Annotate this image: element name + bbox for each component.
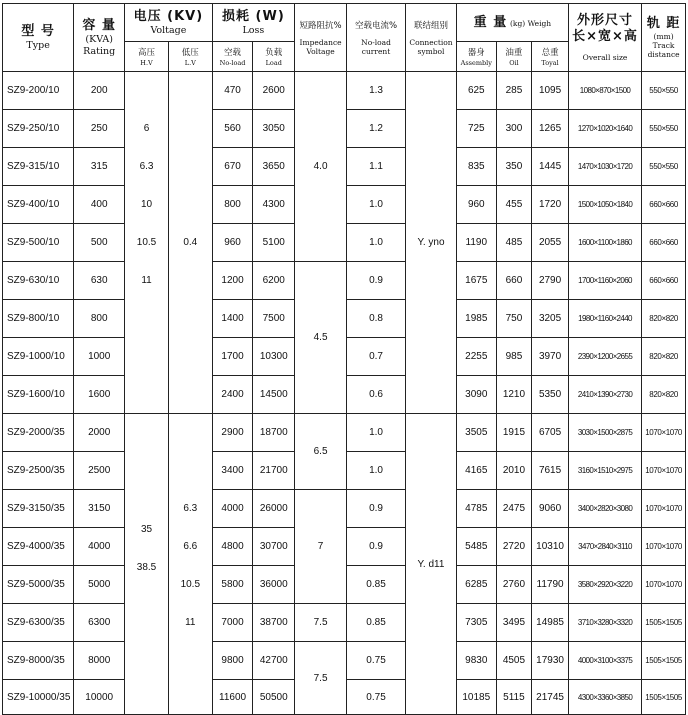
connection-cell: Y. d11 — [406, 414, 457, 715]
track-cell: 1505×1505 — [642, 680, 686, 715]
type-cell: SZ9-200/10 — [3, 72, 74, 110]
assembly-weight-cell: 625 — [456, 72, 496, 110]
type-cell: SZ9-4000/35 — [3, 528, 74, 566]
track-cell: 550×550 — [642, 72, 686, 110]
lv-voltage-cell-value: 10.5 — [180, 579, 201, 590]
oil-weight-cell: 285 — [496, 72, 532, 110]
noload-loss-cell: 960 — [212, 224, 253, 262]
table-row — [3, 490, 686, 528]
total-weight-cell: 17930 — [532, 642, 569, 680]
noload-current-cell: 0.8 — [347, 300, 406, 338]
noload-current-cell: 0.75 — [347, 680, 406, 715]
impedance-cell: 7 — [295, 490, 347, 604]
noload-current-cell: 1.3 — [347, 72, 406, 110]
noload-loss-cell: 2400 — [212, 376, 253, 414]
type-cell: SZ9-630/10 — [3, 262, 74, 300]
load-loss-cell: 26000 — [253, 490, 295, 528]
noload-loss-cell: 1400 — [212, 300, 253, 338]
header-track: 轨 距 (mm) Track distance — [642, 4, 686, 72]
oil-weight-cell: 485 — [496, 224, 532, 262]
load-loss-cell: 21700 — [253, 452, 295, 490]
load-loss-cell: 30700 — [253, 528, 295, 566]
track-cell: 1070×1070 — [642, 452, 686, 490]
rating-cell: 8000 — [74, 642, 125, 680]
load-loss-cell: 42700 — [253, 642, 295, 680]
load-loss-cell: 50500 — [253, 680, 295, 715]
noload-current-cell: 1.2 — [347, 110, 406, 148]
track-cell: 820×820 — [642, 376, 686, 414]
oil-weight-cell: 660 — [496, 262, 532, 300]
type-cell: SZ9-2500/35 — [3, 452, 74, 490]
load-loss-cell: 18700 — [253, 414, 295, 452]
hv-voltage-cell-value: 11 — [141, 275, 152, 286]
noload-loss-cell: 470 — [212, 72, 253, 110]
track-cell: 820×820 — [642, 338, 686, 376]
impedance-cell: 4.0 — [295, 72, 347, 262]
type-cell: SZ9-1000/10 — [3, 338, 74, 376]
oil-weight-cell: 1210 — [496, 376, 532, 414]
dimensions-cell: 3470×2840×3110 — [568, 528, 641, 566]
assembly-weight-cell: 1675 — [456, 262, 496, 300]
noload-loss-cell: 3400 — [212, 452, 253, 490]
dimensions-cell: 1080×870×1500 — [568, 72, 641, 110]
dimensions-cell: 4300×3360×3850 — [568, 680, 641, 715]
table-row — [3, 262, 686, 300]
dimensions-cell: 3580×2920×3220 — [568, 566, 641, 604]
header-load-loss: 负载 Load — [253, 42, 295, 72]
track-cell: 1070×1070 — [642, 528, 686, 566]
load-loss-cell: 7500 — [253, 300, 295, 338]
assembly-weight-cell: 1985 — [456, 300, 496, 338]
lv-voltage-cell — [168, 414, 212, 715]
total-weight-cell: 7615 — [532, 452, 569, 490]
header-rating: 容 量 (KVA) Rating — [74, 4, 125, 72]
type-cell: SZ9-250/10 — [3, 110, 74, 148]
noload-loss-cell: 7000 — [212, 604, 253, 642]
oil-weight-cell: 3495 — [496, 604, 532, 642]
dimensions-cell: 3710×3280×3320 — [568, 604, 641, 642]
rating-cell: 1000 — [74, 338, 125, 376]
track-cell: 550×550 — [642, 148, 686, 186]
noload-current-cell: 0.9 — [347, 528, 406, 566]
hv-voltage-cell-value: 38.5 — [136, 562, 157, 573]
header-noload-loss: 空载 No-load — [212, 42, 253, 72]
noload-loss-cell: 9800 — [212, 642, 253, 680]
total-weight-cell: 1720 — [532, 186, 569, 224]
oil-weight-cell: 300 — [496, 110, 532, 148]
track-cell: 660×660 — [642, 224, 686, 262]
dimensions-cell: 2390×1200×2655 — [568, 338, 641, 376]
impedance-cell: 6.5 — [295, 414, 347, 490]
connection-cell: Y. yno — [406, 72, 457, 414]
type-cell: SZ9-400/10 — [3, 186, 74, 224]
dimensions-cell: 3400×2820×3080 — [568, 490, 641, 528]
type-cell: SZ9-2000/35 — [3, 414, 74, 452]
assembly-weight-cell: 10185 — [456, 680, 496, 715]
rating-cell: 800 — [74, 300, 125, 338]
oil-weight-cell: 2475 — [496, 490, 532, 528]
track-cell: 1070×1070 — [642, 490, 686, 528]
header-noload-current: 空载电流% No-load current — [347, 4, 406, 72]
assembly-weight-cell: 6285 — [456, 566, 496, 604]
load-loss-cell: 14500 — [253, 376, 295, 414]
impedance-cell: 7.5 — [295, 642, 347, 715]
load-loss-cell: 3650 — [253, 148, 295, 186]
header-dimensions: 外形尺寸 长×宽×高 Overall size — [568, 4, 641, 72]
assembly-weight-cell: 5485 — [456, 528, 496, 566]
header-row-top — [3, 4, 686, 42]
noload-loss-cell: 4000 — [212, 490, 253, 528]
rating-cell: 5000 — [74, 566, 125, 604]
oil-weight-cell: 455 — [496, 186, 532, 224]
noload-current-cell: 0.9 — [347, 262, 406, 300]
header-weight: 重 量 (kg) Weigh — [456, 4, 568, 42]
hv-voltage-cell — [125, 72, 169, 414]
load-loss-cell: 10300 — [253, 338, 295, 376]
oil-weight-cell: 2760 — [496, 566, 532, 604]
rating-cell: 630 — [74, 262, 125, 300]
lv-voltage-cell-value: 6.6 — [183, 541, 198, 552]
assembly-weight-cell: 4785 — [456, 490, 496, 528]
rating-cell: 400 — [74, 186, 125, 224]
dimensions-cell: 3160×1510×2975 — [568, 452, 641, 490]
type-cell: SZ9-5000/35 — [3, 566, 74, 604]
noload-current-cell: 0.6 — [347, 376, 406, 414]
assembly-weight-cell: 835 — [456, 148, 496, 186]
assembly-weight-cell: 3505 — [456, 414, 496, 452]
total-weight-cell: 6705 — [532, 414, 569, 452]
hv-voltage-cell-value: 35 — [140, 524, 153, 535]
load-loss-cell: 4300 — [253, 186, 295, 224]
total-weight-cell: 1445 — [532, 148, 569, 186]
track-cell: 1505×1505 — [642, 604, 686, 642]
load-loss-cell: 6200 — [253, 262, 295, 300]
header-total: 总重 Toyal — [532, 42, 569, 72]
total-weight-cell: 21745 — [532, 680, 569, 715]
lv-voltage-cell-value: 11 — [185, 617, 196, 628]
total-weight-cell: 3205 — [532, 300, 569, 338]
rating-cell: 500 — [74, 224, 125, 262]
noload-loss-cell: 1200 — [212, 262, 253, 300]
type-cell: SZ9-8000/35 — [3, 642, 74, 680]
oil-weight-cell: 1915 — [496, 414, 532, 452]
assembly-weight-cell: 2255 — [456, 338, 496, 376]
hv-voltage-cell-value: 6.3 — [139, 161, 154, 172]
dimensions-cell: 1600×1100×1860 — [568, 224, 641, 262]
table-row — [3, 642, 686, 680]
assembly-weight-cell: 725 — [456, 110, 496, 148]
load-loss-cell: 38700 — [253, 604, 295, 642]
track-cell: 820×820 — [642, 300, 686, 338]
noload-current-cell: 0.85 — [347, 604, 406, 642]
type-cell: SZ9-3150/35 — [3, 490, 74, 528]
noload-current-cell: 0.9 — [347, 490, 406, 528]
impedance-cell: 4.5 — [295, 262, 347, 414]
header-oil: 油重 Oil — [496, 42, 532, 72]
lv-voltage-cell-value: 6.3 — [183, 503, 198, 514]
total-weight-cell: 3970 — [532, 338, 569, 376]
noload-loss-cell: 800 — [212, 186, 253, 224]
header-voltage: 电压 (KV) Voltage — [125, 4, 213, 42]
hv-voltage-cell — [125, 414, 169, 715]
rating-cell: 6300 — [74, 604, 125, 642]
dimensions-cell: 2410×1390×2730 — [568, 376, 641, 414]
oil-weight-cell: 350 — [496, 148, 532, 186]
type-cell: SZ9-315/10 — [3, 148, 74, 186]
track-cell: 660×660 — [642, 262, 686, 300]
total-weight-cell: 9060 — [532, 490, 569, 528]
total-weight-cell: 2055 — [532, 224, 569, 262]
rating-cell: 250 — [74, 110, 125, 148]
rating-cell: 4000 — [74, 528, 125, 566]
track-cell: 1070×1070 — [642, 414, 686, 452]
oil-weight-cell: 750 — [496, 300, 532, 338]
rating-cell: 200 — [74, 72, 125, 110]
header-lv: 低压 L.V — [168, 42, 212, 72]
noload-current-cell: 0.85 — [347, 566, 406, 604]
dimensions-cell: 1270×1020×1640 — [568, 110, 641, 148]
dimensions-cell: 1470×1030×1720 — [568, 148, 641, 186]
type-cell: SZ9-800/10 — [3, 300, 74, 338]
dimensions-cell: 3030×1500×2875 — [568, 414, 641, 452]
dimensions-cell: 1980×1160×2440 — [568, 300, 641, 338]
header-impedance: 短路阻抗% Impedance Voltage — [295, 4, 347, 72]
total-weight-cell: 5350 — [532, 376, 569, 414]
header-hv: 高压 H.V — [125, 42, 169, 72]
total-weight-cell: 10310 — [532, 528, 569, 566]
track-cell: 660×660 — [642, 186, 686, 224]
noload-loss-cell: 2900 — [212, 414, 253, 452]
type-cell: SZ9-1600/10 — [3, 376, 74, 414]
noload-current-cell: 1.0 — [347, 224, 406, 262]
dimensions-cell: 4000×3100×3375 — [568, 642, 641, 680]
load-loss-cell: 3050 — [253, 110, 295, 148]
assembly-weight-cell: 960 — [456, 186, 496, 224]
impedance-cell: 7.5 — [295, 604, 347, 642]
rating-cell: 315 — [74, 148, 125, 186]
rating-cell: 2500 — [74, 452, 125, 490]
assembly-weight-cell: 1190 — [456, 224, 496, 262]
noload-loss-cell: 11600 — [212, 680, 253, 715]
assembly-weight-cell: 9830 — [456, 642, 496, 680]
track-cell: 1070×1070 — [642, 566, 686, 604]
track-cell: 1505×1505 — [642, 642, 686, 680]
noload-loss-cell: 560 — [212, 110, 253, 148]
noload-current-cell: 1.0 — [347, 414, 406, 452]
rating-cell: 1600 — [74, 376, 125, 414]
hv-voltage-cell-value: 10.5 — [136, 237, 157, 248]
table-row — [3, 414, 686, 452]
noload-current-cell: 1.0 — [347, 186, 406, 224]
noload-current-cell: 1.0 — [347, 452, 406, 490]
header-assembly: 器身 Assembly — [456, 42, 496, 72]
noload-loss-cell: 1700 — [212, 338, 253, 376]
oil-weight-cell: 4505 — [496, 642, 532, 680]
table-row — [3, 72, 686, 110]
hv-voltage-cell-value: 6 — [143, 123, 150, 134]
type-cell: SZ9-10000/35 — [3, 680, 74, 715]
total-weight-cell: 1095 — [532, 72, 569, 110]
table-row — [3, 604, 686, 642]
total-weight-cell: 2790 — [532, 262, 569, 300]
hv-voltage-cell-value: 10 — [140, 199, 153, 210]
rating-cell: 2000 — [74, 414, 125, 452]
assembly-weight-cell: 7305 — [456, 604, 496, 642]
header-type: 型 号 Type — [3, 4, 74, 72]
total-weight-cell: 11790 — [532, 566, 569, 604]
rating-cell: 3150 — [74, 490, 125, 528]
track-cell: 550×550 — [642, 110, 686, 148]
rating-cell: 10000 — [74, 680, 125, 715]
total-weight-cell: 14985 — [532, 604, 569, 642]
oil-weight-cell: 985 — [496, 338, 532, 376]
dimensions-cell: 1500×1050×1840 — [568, 186, 641, 224]
type-cell: SZ9-500/10 — [3, 224, 74, 262]
header-loss: 损耗 (W) Loss — [212, 4, 294, 42]
dimensions-cell: 1700×1160×2060 — [568, 262, 641, 300]
noload-loss-cell: 670 — [212, 148, 253, 186]
load-loss-cell: 36000 — [253, 566, 295, 604]
oil-weight-cell: 2010 — [496, 452, 532, 490]
load-loss-cell: 5100 — [253, 224, 295, 262]
assembly-weight-cell: 3090 — [456, 376, 496, 414]
oil-weight-cell: 5115 — [496, 680, 532, 715]
lv-voltage-cell: 0.4 — [168, 72, 212, 414]
noload-loss-cell: 5800 — [212, 566, 253, 604]
noload-current-cell: 1.1 — [347, 148, 406, 186]
total-weight-cell: 1265 — [532, 110, 569, 148]
load-loss-cell: 2600 — [253, 72, 295, 110]
transformer-spec-table — [2, 3, 686, 715]
oil-weight-cell: 2720 — [496, 528, 532, 566]
type-cell: SZ9-6300/35 — [3, 604, 74, 642]
header-connection: 联结组别 Connection symbol — [406, 4, 457, 72]
noload-loss-cell: 4800 — [212, 528, 253, 566]
noload-current-cell: 0.75 — [347, 642, 406, 680]
assembly-weight-cell: 4165 — [456, 452, 496, 490]
noload-current-cell: 0.7 — [347, 338, 406, 376]
